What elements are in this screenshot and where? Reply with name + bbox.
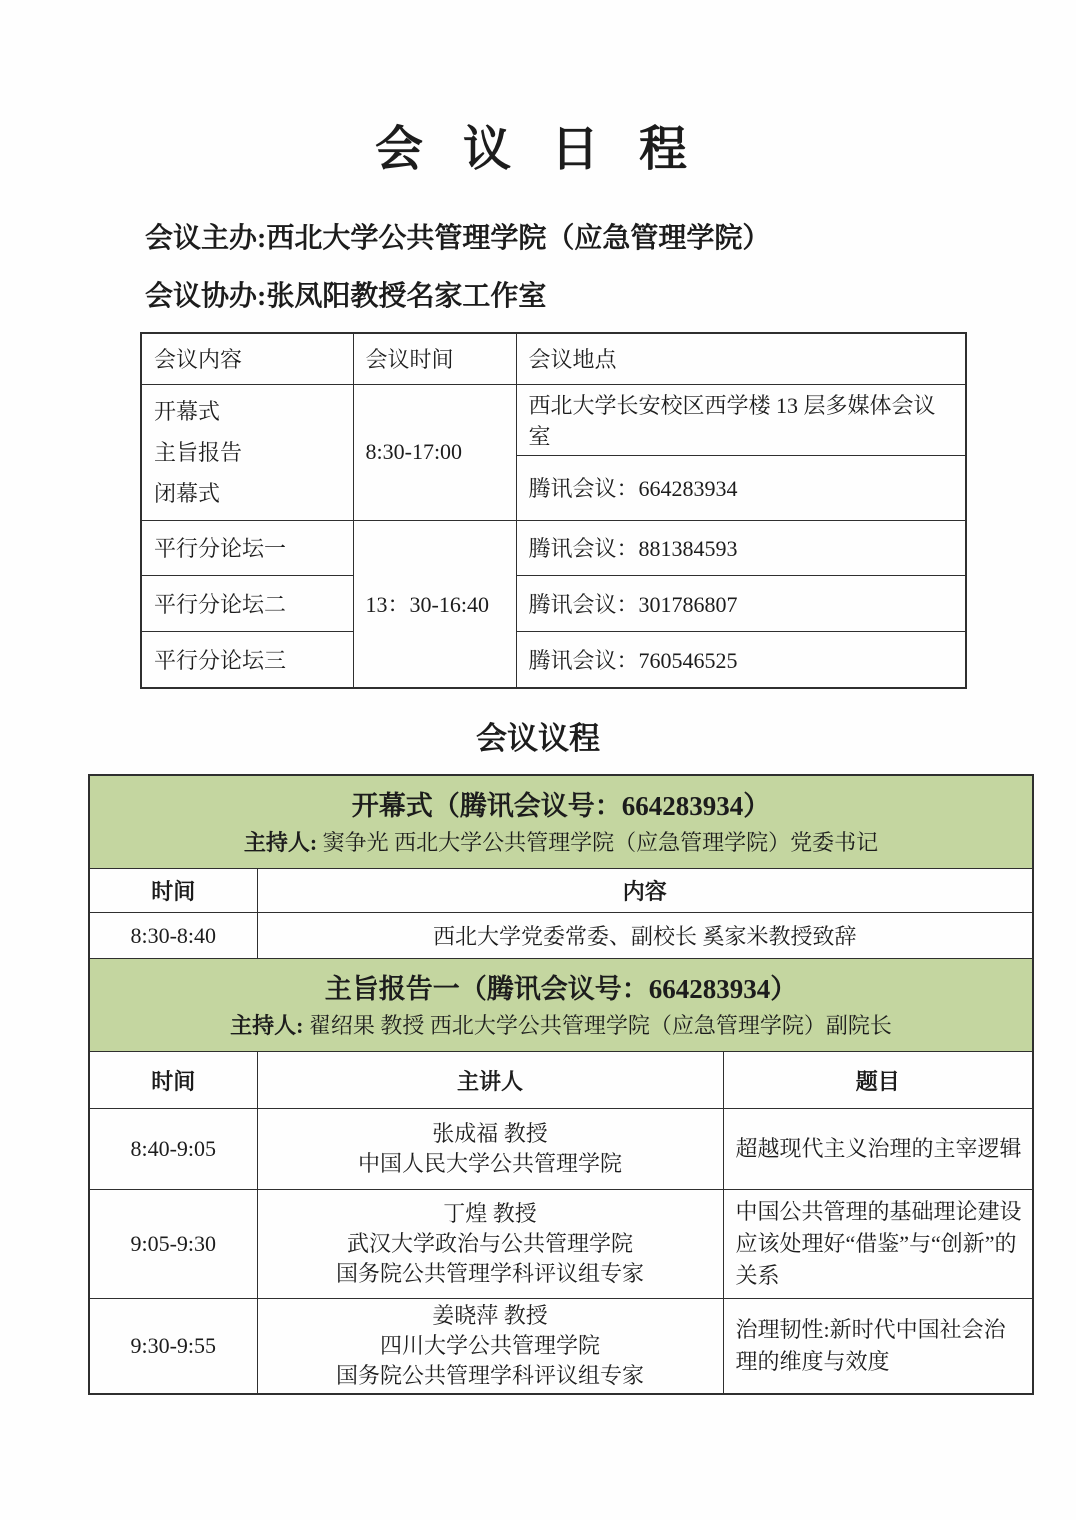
keynote-row-topic: 超越现代主义治理的主宰逻辑 bbox=[723, 1109, 1033, 1190]
schedule-table bbox=[140, 332, 967, 689]
keynote-row-speaker: 姜晓萍 教授 四川大学公共管理学院 国务院公共管理学科评议组专家 bbox=[257, 1299, 723, 1395]
opening-line-1: 开幕式 bbox=[154, 398, 221, 424]
opening-line-3: 闭幕式 bbox=[154, 480, 221, 506]
forum-3-meeting: 腾讯会议：760546525 bbox=[516, 631, 966, 688]
host-value: 窦争光 西北大学公共管理学院（应急管理学院）党委书记 bbox=[322, 830, 879, 855]
keynote-row-time: 8:40-9:05 bbox=[89, 1109, 257, 1190]
table-row bbox=[141, 575, 966, 631]
table-row bbox=[89, 1109, 1033, 1190]
organizer-label: 会议主办: bbox=[145, 223, 267, 254]
opening-row-time: 8:30-8:40 bbox=[89, 913, 257, 959]
schedule-header-time: 会议时间 bbox=[353, 333, 516, 384]
col-time-header: 时间 bbox=[89, 1052, 257, 1109]
opening-location-cell: 西北大学长安校区西学楼 13 层多媒体会议室 bbox=[516, 384, 966, 455]
forum-1-meeting: 腾讯会议：881384593 bbox=[516, 520, 966, 575]
keynote-row-speaker: 丁煌 教授 武汉大学政治与公共管理学院 国务院公共管理学科评议组专家 bbox=[257, 1190, 723, 1299]
keynote-section-host bbox=[96, 1009, 1026, 1043]
table-row bbox=[141, 384, 966, 455]
opening-meeting-cell: 腾讯会议：664283934 bbox=[516, 455, 966, 520]
opening-header-row bbox=[89, 869, 1033, 913]
keynote-section-title: 主旨报告一（腾讯会议号：664283934） bbox=[324, 974, 798, 1004]
agenda-heading: 会议议程 bbox=[476, 721, 600, 756]
keynote-header-row bbox=[89, 1052, 1033, 1109]
keynote-row-time: 9:30-9:55 bbox=[89, 1299, 257, 1395]
co-organizer-label: 会议协办: bbox=[145, 281, 267, 312]
keynote-row-speaker: 张成福 教授 中国人民大学公共管理学院 bbox=[257, 1109, 723, 1190]
keynote-row-topic: 治理韧性:新时代中国社会治理的维度与效度 bbox=[723, 1299, 1033, 1395]
organizer-line bbox=[145, 222, 1076, 256]
forum-1-name: 平行分论坛一 bbox=[141, 520, 353, 575]
opening-section-host bbox=[96, 826, 1026, 860]
forum-time-cell: 13：30-16:40 bbox=[353, 520, 516, 688]
opening-row-content: 西北大学党委常委、副校长 奚家米教授致辞 bbox=[257, 913, 1033, 959]
schedule-header-location: 会议地点 bbox=[516, 333, 966, 384]
table-row bbox=[141, 631, 966, 688]
col-time-header: 时间 bbox=[89, 869, 257, 913]
schedule-header-row bbox=[141, 333, 966, 384]
opening-section-band bbox=[89, 775, 1033, 869]
agenda-table bbox=[88, 774, 1034, 1395]
col-topic-header: 题目 bbox=[723, 1052, 1033, 1109]
host-value: 翟绍果 教授 西北大学公共管理学院（应急管理学院）副院长 bbox=[308, 1013, 892, 1038]
keynote-section-band bbox=[89, 959, 1033, 1052]
page-title: 会 议 日 程 bbox=[374, 123, 701, 176]
table-row bbox=[89, 1299, 1033, 1395]
host-label: 主持人: bbox=[230, 1013, 304, 1038]
keynote-row-topic: 中国公共管理的基础理论建设应该处理好“借鉴”与“创新”的关系 bbox=[723, 1190, 1033, 1299]
col-speaker-header: 主讲人 bbox=[257, 1052, 723, 1109]
organizer-value: 西北大学公共管理学院（应急管理学院） bbox=[266, 223, 771, 254]
table-row bbox=[141, 520, 966, 575]
table-row bbox=[89, 1190, 1033, 1299]
schedule-header-content: 会议内容 bbox=[141, 333, 353, 384]
co-organizer-line bbox=[145, 280, 1076, 314]
table-row bbox=[89, 913, 1033, 959]
opening-section-title: 开幕式（腾讯会议号：664283934） bbox=[351, 791, 771, 821]
forum-2-name: 平行分论坛二 bbox=[141, 575, 353, 631]
col-content-header: 内容 bbox=[257, 869, 1033, 913]
opening-time-cell: 8:30-17:00 bbox=[353, 384, 516, 520]
forum-2-meeting: 腾讯会议：301786807 bbox=[516, 575, 966, 631]
host-label: 主持人: bbox=[243, 830, 318, 855]
co-organizer-value: 张凤阳教授名家工作室 bbox=[266, 281, 547, 312]
opening-content-cell bbox=[141, 384, 353, 520]
keynote-row-time: 9:05-9:30 bbox=[89, 1190, 257, 1299]
forum-3-name: 平行分论坛三 bbox=[141, 631, 353, 688]
opening-line-2: 主旨报告 bbox=[154, 439, 243, 465]
